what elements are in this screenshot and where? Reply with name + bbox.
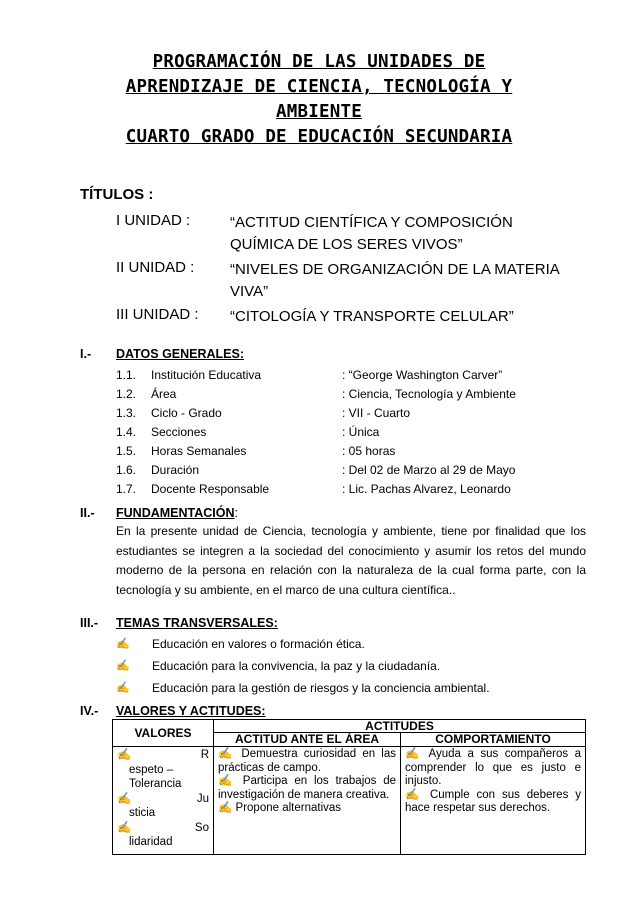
document-title (0, 50, 638, 150)
section-1-heading: DATOS GENERALES: (116, 347, 245, 361)
valores-actitudes-table (112, 719, 586, 855)
unit-2-label: II UNIDAD : (116, 259, 195, 276)
col-valores-header: VALORES (113, 720, 214, 747)
writing-hand-icon: ✍ (218, 802, 233, 814)
unit-1-label: I UNIDAD : (116, 212, 191, 229)
writing-hand-icon: ✍ (218, 748, 236, 760)
datos-row-label: Área (151, 387, 177, 401)
comportamiento-text: Ayuda a sus compañeros a comprender lo que es justo e injusto. (405, 748, 582, 787)
section-3-number: III.- (80, 616, 99, 630)
datos-row-value: : “George Washington Carver” (342, 368, 503, 382)
datos-row-number: 1.4. (116, 425, 137, 439)
datos-row-number: 1.1. (116, 368, 137, 382)
unit-2-title-line-1: “NIVELES DE ORGANIZACIÓN DE LA MATERIA (230, 261, 560, 278)
writing-hand-icon: ✍ (116, 682, 130, 694)
valor-fragment: Tolerancia (129, 778, 182, 790)
valor-line (117, 748, 209, 763)
comportamiento-item (405, 789, 581, 816)
valor-fragment: lidaridad (129, 836, 173, 848)
datos-row-label: Docente Responsable (151, 482, 270, 496)
tema-item-text: Educación para la gestión de riesgos y la conciencia ambiental. (152, 681, 490, 695)
fundamentacion-text: En la presente unidad de Ciencia, tecnología y ambiente, tiene por finalidad que los estudiantes se integren a la sociedad del conocimiento y asumir los retos del mundo moderno de la persona en relación con la naturaleza de la cual forma parte, con la tecnología y su ambiente, en el marco de una cultura científica.. (116, 524, 586, 597)
unit-2-title-line-2: VIVA” (230, 283, 269, 300)
valor-fragment: R (200, 749, 209, 761)
valores-list (117, 748, 209, 850)
section-2-colon: : (234, 506, 238, 520)
datos-row-value: : Del 02 de Marzo al 29 de Mayo (342, 463, 516, 477)
datos-row-value: : Única (342, 425, 380, 439)
actitud-area-text: Demuestra curiosidad en las prácticas de campo. (218, 748, 396, 774)
datos-row-number: 1.3. (116, 406, 137, 420)
unit-3-label: III UNIDAD : (116, 306, 199, 323)
section-2-number: II.- (80, 506, 95, 520)
writing-hand-icon: ✍ (218, 775, 236, 787)
actitud-area-item (218, 802, 396, 816)
actitud-area-item (218, 775, 396, 802)
titulos-label: TÍTULOS : (80, 186, 154, 203)
title-line-2: APRENDIZAJE DE CIENCIA, TECNOLOGÍA Y (125, 77, 513, 97)
col-actitudes-header: ACTITUDES (214, 720, 586, 733)
title-line-1: PROGRAMACIÓN DE LAS UNIDADES DE (152, 52, 486, 72)
title-line-3: AMBIENTE (276, 102, 362, 122)
datos-row-label: Duración (151, 463, 200, 477)
col-comportamiento-header: COMPORTAMIENTO (401, 733, 586, 747)
writing-hand-icon: ✍ (116, 638, 130, 650)
section-2-heading: FUNDAMENTACIÓN (116, 506, 235, 520)
title-line-4: CUARTO GRADO DE EDUCACIÓN SECUNDARIA (125, 127, 513, 147)
unit-1-title-line-2: QUÍMICA DE LOS SERES VIVOS” (230, 236, 463, 253)
tema-item-text: Educación para la convivencia, la paz y la ciudadanía. (152, 659, 441, 673)
datos-row-number: 1.7. (116, 482, 137, 496)
datos-row-number: 1.2. (116, 387, 137, 401)
datos-row-label: Ciclo - Grado (151, 406, 222, 420)
valores-cell (113, 747, 214, 855)
datos-row-label: Institución Educativa (151, 368, 262, 382)
datos-row-value: : VII - Cuarto (342, 406, 411, 420)
section-2-heading-wrap (116, 506, 238, 520)
datos-row-value: : 05 horas (342, 444, 396, 458)
datos-row-value: : Ciencia, Tecnología y Ambiente (342, 387, 516, 401)
valor-fragment: espeto – (129, 763, 174, 776)
datos-row-label: Secciones (151, 425, 207, 439)
col-area-header: ACTITUD ANTE EL ÁREA (214, 733, 401, 747)
section-1-number: I.- (80, 347, 92, 361)
writing-hand-icon: ✍ (405, 788, 424, 801)
actitud-area-text: Propone alternativas (235, 802, 342, 814)
unit-1-title-line-1: “ACTITUD CIENTÍFICA Y COMPOSICIÓN (230, 214, 513, 231)
writing-hand-icon: ✍ (116, 660, 130, 672)
section-4-number: IV.- (80, 704, 99, 718)
datos-row-label: Horas Semanales (151, 444, 247, 458)
section-4-heading: VALORES Y ACTITUDES: (116, 704, 266, 718)
section-3-heading: TEMAS TRANSVERSALES: (116, 616, 278, 630)
valor-fragment: Ju (196, 792, 209, 805)
actitud-area-cell (214, 747, 401, 855)
valor-fragment: sticia (129, 807, 156, 819)
comportamiento-item (405, 748, 581, 789)
valor-line (117, 821, 209, 836)
writing-hand-icon: ✍ (117, 792, 132, 805)
writing-hand-icon: ✍ (405, 748, 423, 760)
valor-fragment: So (194, 821, 209, 834)
unit-3-title-line-1: “CITOLOGÍA Y TRANSPORTE CELULAR” (230, 308, 514, 325)
valor-line (117, 792, 209, 807)
datos-row-number: 1.6. (116, 463, 137, 477)
actitud-area-text: Participa en los trabajos de investigación de manera creativa. (218, 775, 396, 801)
tema-item-text: Educación en valores o formación ética. (152, 637, 365, 651)
comportamiento-cell (401, 747, 586, 855)
writing-hand-icon: ✍ (117, 821, 132, 834)
actitud-area-item (218, 748, 396, 775)
datos-row-value: : Lic. Pachas Alvarez, Leonardo (342, 482, 511, 496)
comportamiento-text: Cumple con sus deberes y hace respetar sus derechos. (405, 788, 581, 814)
writing-hand-icon: ✍ (117, 749, 132, 761)
datos-row-number: 1.5. (116, 444, 137, 458)
